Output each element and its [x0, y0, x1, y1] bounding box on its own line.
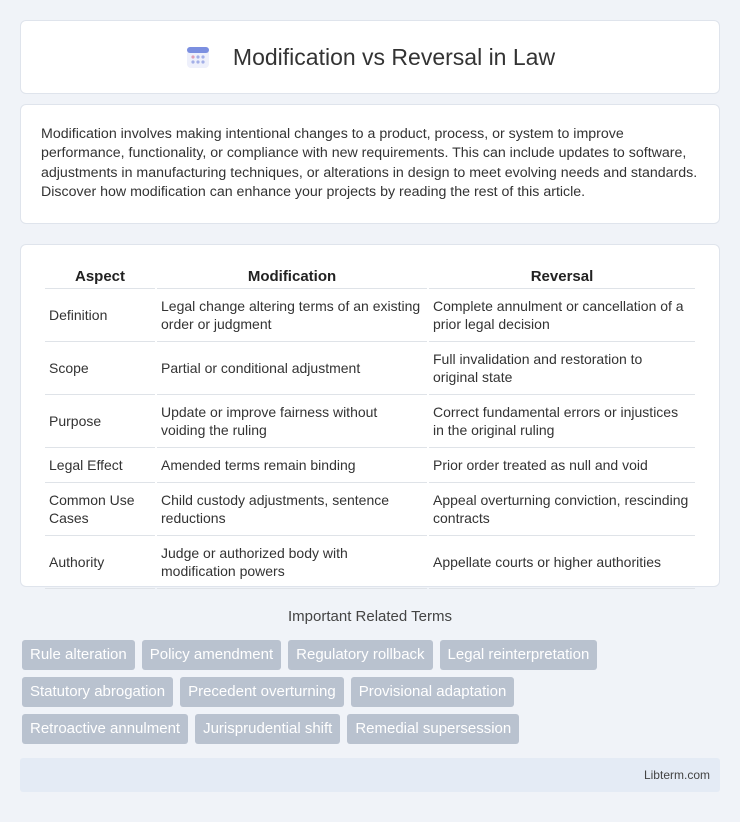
table-cell: Authority [45, 536, 155, 589]
table-header-row [45, 265, 695, 289]
tag-row [22, 640, 722, 670]
table-row [45, 536, 695, 589]
tag-legal-reinterpretation[interactable]: Legal reinterpretation [440, 640, 598, 670]
tag-remedial-supersession[interactable]: Remedial supersession [347, 714, 519, 744]
page-title: Modification vs Reversal in Law [232, 43, 556, 70]
intro-card [20, 104, 720, 224]
tag-statutory-abrogation[interactable]: Statutory abrogation [22, 677, 173, 707]
comparison-table [43, 265, 697, 589]
footer [20, 758, 720, 792]
related-terms-tags [22, 640, 722, 751]
intro-text: Modification involves making intentional changes to a product, process, or system to improve performance, functionality, or compliance with new requirements. This can include updates to software, adjustments in manufacturing techniques, or alterations in design to meet evolving needs and standards. Discover how modification can enhance your projects by reading the rest of this article. [41, 126, 698, 200]
table-cell: Complete annulment or cancellation of a prior legal decision [429, 289, 695, 342]
header-aspect: Aspect [45, 265, 155, 289]
table-cell: Appellate courts or higher authorities [429, 536, 695, 589]
tag-row [22, 714, 722, 744]
table-cell: Legal Effect [45, 448, 155, 483]
table-row [45, 395, 695, 448]
comparison-table-card [20, 244, 720, 587]
table-cell: Legal change altering terms of an existing order or judgment [157, 289, 427, 342]
table-cell: Correct fundamental errors or injustices in the original ruling [429, 395, 695, 448]
table-cell: Full invalidation and restoration to original state [429, 342, 695, 395]
tag-policy-amendment[interactable]: Policy amendment [142, 640, 281, 670]
table-cell: Prior order treated as null and void [429, 448, 695, 483]
table-cell: Appeal overturning conviction, rescinding contracts [429, 483, 695, 536]
table-cell: Judge or authorized body with modification powers [157, 536, 427, 589]
table-cell: Common Use Cases [45, 483, 155, 536]
table-cell: Purpose [45, 395, 155, 448]
tag-retroactive-annulment[interactable]: Retroactive annulment [22, 714, 188, 744]
footer-site-link[interactable]: Libterm.com [643, 768, 710, 782]
related-terms-title: Important Related Terms [288, 608, 452, 625]
table-row [45, 448, 695, 483]
tag-regulatory-rollback[interactable]: Regulatory rollback [288, 640, 432, 670]
table-cell: Definition [45, 289, 155, 342]
tag-row [22, 677, 722, 707]
table-row [45, 342, 695, 395]
tag-provisional-adaptation[interactable]: Provisional adaptation [351, 677, 515, 707]
table-cell: Amended terms remain binding [157, 448, 427, 483]
tag-jurisprudential-shift[interactable]: Jurisprudential shift [195, 714, 340, 744]
table-cell: Scope [45, 342, 155, 395]
tag-precedent-overturning[interactable]: Precedent overturning [180, 677, 344, 707]
table-row [45, 289, 695, 342]
header-reversal: Reversal [429, 265, 695, 289]
table-cell: Child custody adjustments, sentence reductions [157, 483, 427, 536]
table-cell: Update or improve fairness without voiding the ruling [157, 395, 427, 448]
table-cell: Partial or conditional adjustment [157, 342, 427, 395]
tag-rule-alteration[interactable]: Rule alteration [22, 640, 135, 670]
table-row [45, 483, 695, 536]
title-card [20, 20, 720, 94]
header-modification: Modification [157, 265, 427, 289]
calendar-icon [185, 44, 211, 70]
